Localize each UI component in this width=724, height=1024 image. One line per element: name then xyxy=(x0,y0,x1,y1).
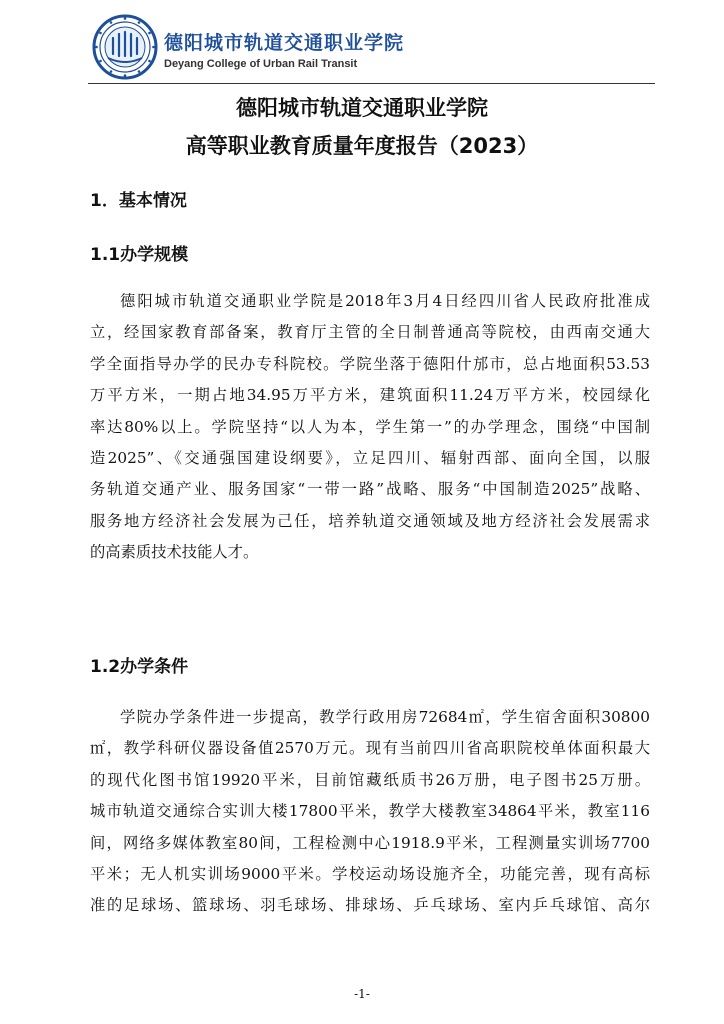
header-divider xyxy=(88,83,655,84)
paragraph-line: 学全面指导办学的民办专科院校。学院坐落于德阳什邡市，总占地面积53.53 xyxy=(90,354,650,373)
report-title-line1: 德阳城市轨道交通职业学院 xyxy=(236,96,488,120)
subsection-heading-scale: 1.1办学规模 xyxy=(90,245,189,265)
college-name-en: Deyang College of Urban Rail Transit xyxy=(164,58,358,70)
page-number: -1- xyxy=(354,987,370,1001)
paragraph-line: 间，网络多媒体教室80间，工程检测中心1918.9平米，工程测量实训场7700 xyxy=(90,833,650,852)
paragraph-line: 万平方米，一期占地34.95万平方米，建筑面积11.24万平方米，校园绿化 xyxy=(90,386,650,405)
paragraph-line: 准的足球场、篮球场、羽毛球场、排球场、乒乓球场、室内乒乓球馆、高尔 xyxy=(90,896,650,915)
report-title-line2: 高等职业教育质量年度报告（2023） xyxy=(185,134,539,158)
paragraph-line: 立，经国家教育部备案，教育厅主管的全日制普通高等院校，由西南交通大 xyxy=(90,323,650,342)
paragraph-line: 服务地方经济社会发展为己任，培养轨道交通领域及地方经济社会发展需求 xyxy=(90,511,650,530)
paragraph-conditions xyxy=(90,702,650,922)
paragraph-line: 学院办学条件进一步提高，教学行政用房72684㎡，学生宿舍面积30800 xyxy=(120,708,650,726)
paragraph-line: 务轨道交通产业、服务国家“一带一路”战略、服务“中国制造2025”战略、 xyxy=(90,480,650,499)
paragraph-line: 平米；无人机实训场9000平米。学校运动场设施齐全，功能完善，现有高标 xyxy=(90,864,650,883)
page-header xyxy=(92,14,652,84)
paragraph-line: 的现代化图书馆19920平米，目前馆藏纸质书26万册，电子图书25万册。 xyxy=(90,770,650,789)
paragraph-line: 造2025”、《交通强国建设纲要》，立足四川、辐射西部、面向全国，以服 xyxy=(90,448,650,467)
paragraph-line: 德阳城市轨道交通职业学院是2018年3月4日经四川省人民政府批准成 xyxy=(120,292,650,310)
paragraph-scale xyxy=(90,286,650,569)
paragraph-line: 的高素质技术技能人才。 xyxy=(90,543,259,562)
paragraph-line: ㎡，教学科研仪器设备值2570万元。现有当前四川省高职院校单体面积最大 xyxy=(90,739,650,758)
college-name-cn: 德阳城市轨道交通职业学院 xyxy=(164,32,405,54)
subsection-heading-conditions: 1.2办学条件 xyxy=(90,657,189,677)
college-emblem-icon xyxy=(92,14,158,80)
section-heading: 1．基本情况 xyxy=(90,191,187,211)
paragraph-line: 率达80%以上。学院坚持“以人为本，学生第一”的办学理念，围绕“中国制 xyxy=(90,417,650,436)
paragraph-line: 城市轨道交通综合实训大楼17800平米，教学大楼教室34864平米，教室116 xyxy=(90,802,650,821)
